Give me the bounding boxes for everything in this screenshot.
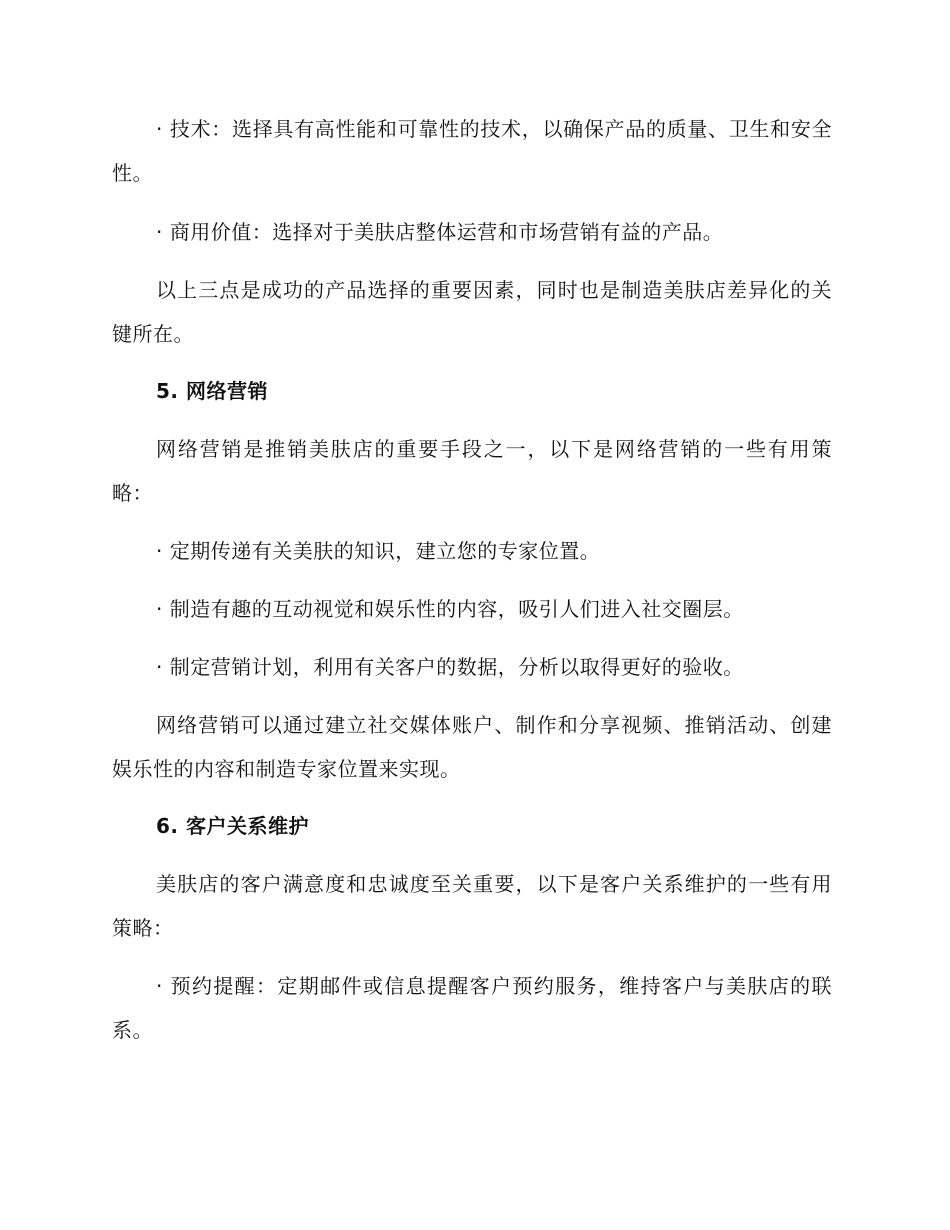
paragraph-appointment-reminder: · 预约提醒：定期邮件或信息提醒客户预约服务，维持客户与美肤店的联系。	[112, 974, 832, 1042]
paragraph-technology: · 技术：选择具有高性能和可靠性的技术，以确保产品的质量、卫生和安全性。	[112, 117, 832, 185]
section-heading-customer-relations: 6. 客户关系维护	[156, 814, 309, 838]
paragraph-strategy-content: · 制造有趣的互动视觉和娱乐性的内容，吸引人们进入社交圈层。	[156, 597, 744, 621]
section-heading-online-marketing: 5. 网络营销	[156, 379, 268, 403]
paragraph-customer-relations-intro: 美肤店的客户满意度和忠诚度至关重要，以下是客户关系维护的一些有用策略：	[112, 872, 832, 940]
paragraph-online-marketing-intro: 网络营销是推销美肤店的重要手段之一，以下是网络营销的一些有用策略：	[112, 437, 832, 505]
paragraph-strategy-plan: · 制定营销计划，利用有关客户的数据，分析以取得更好的验收。	[156, 655, 744, 679]
paragraph-summary: 以上三点是成功的产品选择的重要因素，同时也是制造美肤店差异化的关键所在。	[112, 278, 832, 346]
paragraph-commercial-value: · 商用价值：选择对于美肤店整体运营和市场营销有益的产品。	[156, 220, 724, 244]
paragraph-online-marketing-methods: 网络营销可以通过建立社交媒体账户、制作和分享视频、推销活动、创建娱乐性的内容和制造专家位置来实现。	[112, 713, 832, 781]
paragraph-strategy-knowledge: · 定期传递有关美肤的知识，建立您的专家位置。	[156, 539, 601, 563]
